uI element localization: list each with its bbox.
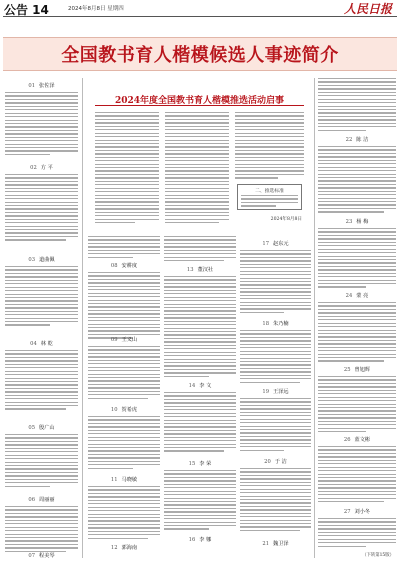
candidate-text [88, 346, 160, 401]
candidate-text [318, 376, 396, 434]
candidate-heading: 13 董汉社 [186, 267, 214, 273]
continued-note: （下转第15版） [362, 553, 394, 558]
candidate-text [240, 250, 311, 315]
candidate-text [318, 228, 396, 290]
page-header [0, 0, 400, 16]
candidate-text [240, 398, 311, 453]
candidate-text [318, 146, 396, 215]
notice-col-3 [235, 112, 304, 230]
candidate-heading: 16 李 娜 [188, 537, 212, 543]
candidate-heading: 03 道曲佩 [28, 257, 55, 263]
candidate-heading: 09 王义山 [110, 337, 138, 343]
candidate-text [318, 446, 396, 504]
notice-rule [95, 105, 304, 106]
date-line: 2024年8月8日 星期四 [68, 6, 124, 12]
notice-date: 2024年8月8日 [270, 217, 302, 222]
candidate-heading: 14 李 文 [188, 383, 212, 389]
candidate-text [164, 276, 236, 379]
candidate-heading: 24 蒙 亮 [345, 293, 369, 299]
candidate-heading: 12 郭海南 [110, 545, 138, 551]
notice-col-1 [95, 112, 159, 230]
column-3 [164, 236, 236, 558]
candidate-heading: 17 赵东元 [262, 241, 289, 247]
candidate-heading: 07 程美琴 [28, 553, 55, 558]
candidate-text [88, 486, 160, 541]
column-right [318, 78, 396, 558]
candidate-heading: 18 朱乃楠 [262, 321, 289, 327]
candidate-text [5, 350, 78, 412]
candidate-heading: 06 周丽丽 [28, 497, 55, 503]
candidate-heading: 27 刘小冬 [343, 509, 371, 515]
masthead-logo: 人民日报 [343, 2, 392, 16]
column-4 [240, 236, 311, 558]
candidate-heading: 05 殷广山 [28, 425, 55, 431]
candidate-text [240, 330, 311, 385]
candidate-text [5, 174, 78, 243]
candidate-heading: 04 林 乾 [30, 341, 53, 347]
candidate-text [318, 302, 396, 364]
candidate-text [5, 266, 78, 328]
banner-title: 全国教书育人楷模候选人事迹简介 [61, 45, 339, 66]
candidate-text [164, 470, 236, 532]
notice-box [237, 184, 302, 210]
candidate-text [240, 468, 311, 533]
title-banner [3, 37, 397, 71]
column-divider [314, 78, 315, 558]
box-label: 二、推选标准 [255, 189, 284, 194]
candidate-heading: 20 于 洁 [264, 459, 287, 465]
candidate-heading: 19 王泽远 [262, 389, 289, 395]
candidate-heading: 15 李 荣 [188, 461, 212, 467]
candidate-heading: 08 安耕度 [110, 263, 138, 269]
candidate-text [88, 416, 160, 471]
column-2 [88, 236, 160, 558]
candidate-text [164, 392, 236, 454]
column-left [5, 78, 78, 558]
notice-title: 2024年度全国教书育人楷模推选活动启事 [114, 96, 285, 106]
section-label: 公告 14 [4, 3, 49, 17]
candidate-text [318, 518, 396, 549]
candidate-heading: 22 陈 洁 [345, 137, 369, 143]
candidate-text [88, 272, 160, 341]
candidate-heading: 26 蓝文彬 [343, 437, 371, 443]
candidate-heading: 01 张佐泽 [28, 83, 55, 89]
column-divider [82, 78, 83, 558]
notice-col-2 [165, 112, 229, 230]
candidate-heading: 11 马晓敏 [110, 477, 138, 483]
candidate-heading: 02 方 平 [30, 165, 53, 171]
candidate-heading: 23 杨 梅 [345, 219, 369, 225]
candidate-heading: 25 曾旭辉 [343, 367, 371, 373]
candidate-heading: 10 贺希虎 [110, 407, 138, 413]
candidate-text [5, 434, 78, 489]
candidate-text [5, 92, 78, 157]
header-rule [3, 16, 397, 17]
candidate-heading: 21 魏卫泽 [262, 541, 289, 547]
candidate-text [5, 506, 78, 554]
